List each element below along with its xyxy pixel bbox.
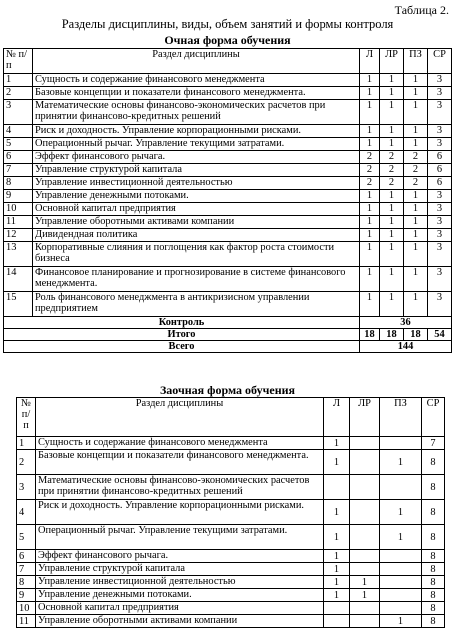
row-lr: 1 (380, 125, 404, 138)
row-lr (350, 475, 380, 500)
row-number: 3 (4, 100, 33, 125)
row-pz: 2 (404, 177, 428, 190)
row-pz: 1 (380, 525, 422, 550)
grand-total-row (4, 341, 452, 353)
row-section-name: Управление структурой капитала (36, 563, 324, 576)
row-sr: 3 (428, 292, 452, 317)
row-pz: 1 (404, 292, 428, 317)
row-sr: 8 (422, 615, 445, 628)
row-number: 2 (17, 450, 36, 475)
row-sr: 3 (428, 216, 452, 229)
row-lr (350, 500, 380, 525)
row-lr: 1 (350, 589, 380, 602)
row-l: 2 (360, 151, 380, 164)
row-pz (380, 589, 422, 602)
row-l (324, 602, 350, 615)
row-lr (350, 550, 380, 563)
control-value: 36 (360, 317, 452, 329)
row-l: 2 (360, 177, 380, 190)
row-pz: 1 (404, 100, 428, 125)
table-row (17, 450, 445, 475)
row-l: 1 (324, 525, 350, 550)
part-time-title: Заочная форма обучения (159, 383, 296, 397)
header-l: Л (324, 398, 350, 437)
row-sr: 3 (428, 190, 452, 203)
row-pz: 1 (380, 615, 422, 628)
row-lr: 1 (380, 242, 404, 267)
row-section-name: Роль финансового менеджмента в антикризисном управлении предприятием (33, 292, 360, 317)
grand-total-label: Всего (4, 341, 360, 353)
row-pz (380, 576, 422, 589)
row-section-name: Риск и доходность. Управление корпорационными рисками. (33, 125, 360, 138)
row-l (324, 615, 350, 628)
table-row (17, 475, 445, 500)
row-l: 1 (360, 125, 380, 138)
row-sr: 3 (428, 125, 452, 138)
row-number: 13 (4, 242, 33, 267)
table-caption: Разделы дисциплины, виды, объем занятий и формы контроля (61, 17, 394, 31)
row-lr: 1 (380, 216, 404, 229)
grand-total-value: 144 (360, 341, 452, 353)
row-sr: 6 (428, 177, 452, 190)
row-sr: 3 (428, 242, 452, 267)
total-lr: 18 (380, 329, 404, 341)
header-num: № п/п (4, 49, 33, 74)
row-number: 5 (17, 525, 36, 550)
row-pz: 1 (380, 450, 422, 475)
row-l: 1 (360, 100, 380, 125)
row-number: 7 (4, 164, 33, 177)
row-l: 1 (360, 138, 380, 151)
row-section-name: Эффект финансового рычага. (36, 550, 324, 563)
table-row (4, 229, 452, 242)
row-section-name: Операционный рычаг. Управление текущими затратами. (36, 525, 324, 550)
row-number: 3 (17, 475, 36, 500)
row-section-name: Управление структурой капитала (33, 164, 360, 177)
row-lr (350, 450, 380, 475)
row-pz (380, 563, 422, 576)
row-section-name: Управление инвестиционной деятельностью (33, 177, 360, 190)
row-sr: 3 (428, 100, 452, 125)
row-l: 1 (360, 87, 380, 100)
row-lr: 1 (380, 138, 404, 151)
row-l: 1 (360, 242, 380, 267)
table-row (4, 190, 452, 203)
row-section-name: Управление оборотными активами компании (33, 216, 360, 229)
row-number: 4 (17, 500, 36, 525)
row-l: 1 (360, 203, 380, 216)
control-label: Контроль (4, 317, 360, 329)
table-row (4, 164, 452, 177)
row-pz (380, 602, 422, 615)
row-section-name: Операционный рычаг. Управление текущими затратами. (33, 138, 360, 151)
row-section-name: Основной капитал предприятия (33, 203, 360, 216)
row-section-name: Сущность и содержание финансового менеджмента (33, 74, 360, 87)
row-l (324, 475, 350, 500)
row-number: 6 (17, 550, 36, 563)
row-pz: 1 (404, 229, 428, 242)
table-row (4, 292, 452, 317)
row-lr: 1 (350, 576, 380, 589)
row-section-name: Риск и доходность. Управление корпорационными рисками. (36, 500, 324, 525)
row-lr: 1 (380, 267, 404, 292)
total-row (4, 329, 452, 341)
row-section-name: Управление оборотными активами компании (36, 615, 324, 628)
table-row (4, 74, 452, 87)
total-pz: 18 (404, 329, 428, 341)
row-sr: 8 (422, 563, 445, 576)
row-lr: 2 (380, 151, 404, 164)
table-row (4, 216, 452, 229)
table-row (4, 267, 452, 292)
row-l: 1 (324, 576, 350, 589)
full-time-title: Очная форма обучения (164, 33, 291, 47)
row-lr: 2 (380, 164, 404, 177)
row-section-name: Управление денежными потоками. (33, 190, 360, 203)
row-lr: 1 (380, 292, 404, 317)
row-pz: 1 (404, 267, 428, 292)
row-lr: 1 (380, 74, 404, 87)
table-row (17, 500, 445, 525)
row-lr (350, 437, 380, 450)
row-lr: 1 (380, 229, 404, 242)
header-sr: СР (422, 398, 445, 437)
row-sr: 3 (428, 203, 452, 216)
row-pz: 2 (404, 151, 428, 164)
table-row (17, 563, 445, 576)
row-pz: 1 (380, 500, 422, 525)
total-l: 18 (360, 329, 380, 341)
row-pz: 1 (404, 138, 428, 151)
row-section-name: Математические основы финансово-экономических расчетов при принятии финансово-кредитных решений (33, 100, 360, 125)
table-row (4, 87, 452, 100)
row-number: 1 (4, 74, 33, 87)
row-sr: 6 (428, 151, 452, 164)
row-number: 6 (4, 151, 33, 164)
row-sr: 3 (428, 267, 452, 292)
row-sr: 8 (422, 589, 445, 602)
row-pz: 1 (404, 190, 428, 203)
row-lr: 1 (380, 203, 404, 216)
row-pz: 2 (404, 164, 428, 177)
table-row (17, 550, 445, 563)
row-lr: 2 (380, 177, 404, 190)
row-number: 10 (4, 203, 33, 216)
row-l: 1 (360, 190, 380, 203)
row-pz: 1 (404, 216, 428, 229)
row-l: 1 (324, 550, 350, 563)
header-pz: ПЗ (380, 398, 422, 437)
row-l: 2 (360, 164, 380, 177)
row-section-name: Основной капитал предприятия (36, 602, 324, 615)
row-number: 14 (4, 267, 33, 292)
header-section: Раздел дисциплины (33, 49, 360, 74)
row-pz (380, 437, 422, 450)
header-lr: ЛР (380, 49, 404, 74)
full-time-table (3, 48, 452, 353)
header-pz: ПЗ (404, 49, 428, 74)
control-row (4, 317, 452, 329)
row-lr: 1 (380, 87, 404, 100)
row-pz (380, 550, 422, 563)
header-l: Л (360, 49, 380, 74)
row-lr: 1 (380, 100, 404, 125)
row-lr (350, 602, 380, 615)
row-number: 11 (4, 216, 33, 229)
row-number: 2 (4, 87, 33, 100)
row-number: 4 (4, 125, 33, 138)
table-row (4, 100, 452, 125)
row-l: 1 (324, 450, 350, 475)
table-row (17, 576, 445, 589)
row-sr: 8 (422, 602, 445, 615)
table-number: Таблица 2. (394, 3, 449, 17)
row-section-name: Управление денежными потоками. (36, 589, 324, 602)
row-number: 5 (4, 138, 33, 151)
table-row (17, 602, 445, 615)
header-lr: ЛР (350, 398, 380, 437)
row-section-name: Сущность и содержание финансового менеджмента (36, 437, 324, 450)
table-header-row (4, 49, 452, 74)
row-section-name: Корпоративные слияния и поглощения как фактор роста стоимости бизнеса (33, 242, 360, 267)
row-sr: 7 (422, 437, 445, 450)
table-row (4, 242, 452, 267)
row-sr: 3 (428, 138, 452, 151)
row-l: 1 (360, 229, 380, 242)
row-l: 1 (360, 74, 380, 87)
row-l: 1 (324, 589, 350, 602)
row-section-name: Финансовое планирование и прогнозирование в системе финансового менеджмента. (33, 267, 360, 292)
row-l: 1 (360, 292, 380, 317)
row-sr: 8 (422, 450, 445, 475)
row-number: 7 (17, 563, 36, 576)
row-number: 1 (17, 437, 36, 450)
total-sr: 54 (428, 329, 452, 341)
total-label: Итого (4, 329, 360, 341)
table-row (4, 125, 452, 138)
row-pz: 1 (404, 203, 428, 216)
row-section-name: Эффект финансового рычага. (33, 151, 360, 164)
header-sr: СР (428, 49, 452, 74)
row-number: 8 (4, 177, 33, 190)
row-number: 11 (17, 615, 36, 628)
row-sr: 8 (422, 500, 445, 525)
table-row (4, 177, 452, 190)
header-num: № п/ п (17, 398, 36, 437)
row-section-name: Математические основы финансово-экономических расчетов при принятии финансово-кредитных решений (36, 475, 324, 500)
row-sr: 3 (428, 87, 452, 100)
row-sr: 8 (422, 550, 445, 563)
row-lr: 1 (380, 190, 404, 203)
part-time-table (16, 397, 445, 628)
table-row (17, 589, 445, 602)
row-pz: 1 (404, 125, 428, 138)
row-lr (350, 525, 380, 550)
row-section-name: Дивидендная политика (33, 229, 360, 242)
row-sr: 8 (422, 525, 445, 550)
row-pz: 1 (404, 242, 428, 267)
table-row (4, 203, 452, 216)
row-sr: 8 (422, 475, 445, 500)
row-lr (350, 563, 380, 576)
row-number: 10 (17, 602, 36, 615)
row-number: 15 (4, 292, 33, 317)
header-section: Раздел дисциплины (36, 398, 324, 437)
row-l: 1 (360, 216, 380, 229)
row-sr: 3 (428, 74, 452, 87)
row-section-name: Управление инвестиционной деятельностью (36, 576, 324, 589)
row-l: 1 (324, 563, 350, 576)
table-row (4, 138, 452, 151)
table-header-row (17, 398, 445, 437)
row-sr: 6 (428, 164, 452, 177)
row-number: 9 (17, 589, 36, 602)
row-l: 1 (324, 437, 350, 450)
table-row (4, 151, 452, 164)
row-l: 1 (324, 500, 350, 525)
row-pz (380, 475, 422, 500)
row-number: 12 (4, 229, 33, 242)
row-number: 9 (4, 190, 33, 203)
table-row (17, 615, 445, 628)
table-row (17, 525, 445, 550)
row-section-name: Базовые концепции и показатели финансового менеджмента. (33, 87, 360, 100)
row-number: 8 (17, 576, 36, 589)
row-sr: 8 (422, 576, 445, 589)
row-pz: 1 (404, 87, 428, 100)
row-sr: 3 (428, 229, 452, 242)
row-section-name: Базовые концепции и показатели финансового менеджмента. (36, 450, 324, 475)
row-pz: 1 (404, 74, 428, 87)
row-lr (350, 615, 380, 628)
table-row (17, 437, 445, 450)
row-l: 1 (360, 267, 380, 292)
